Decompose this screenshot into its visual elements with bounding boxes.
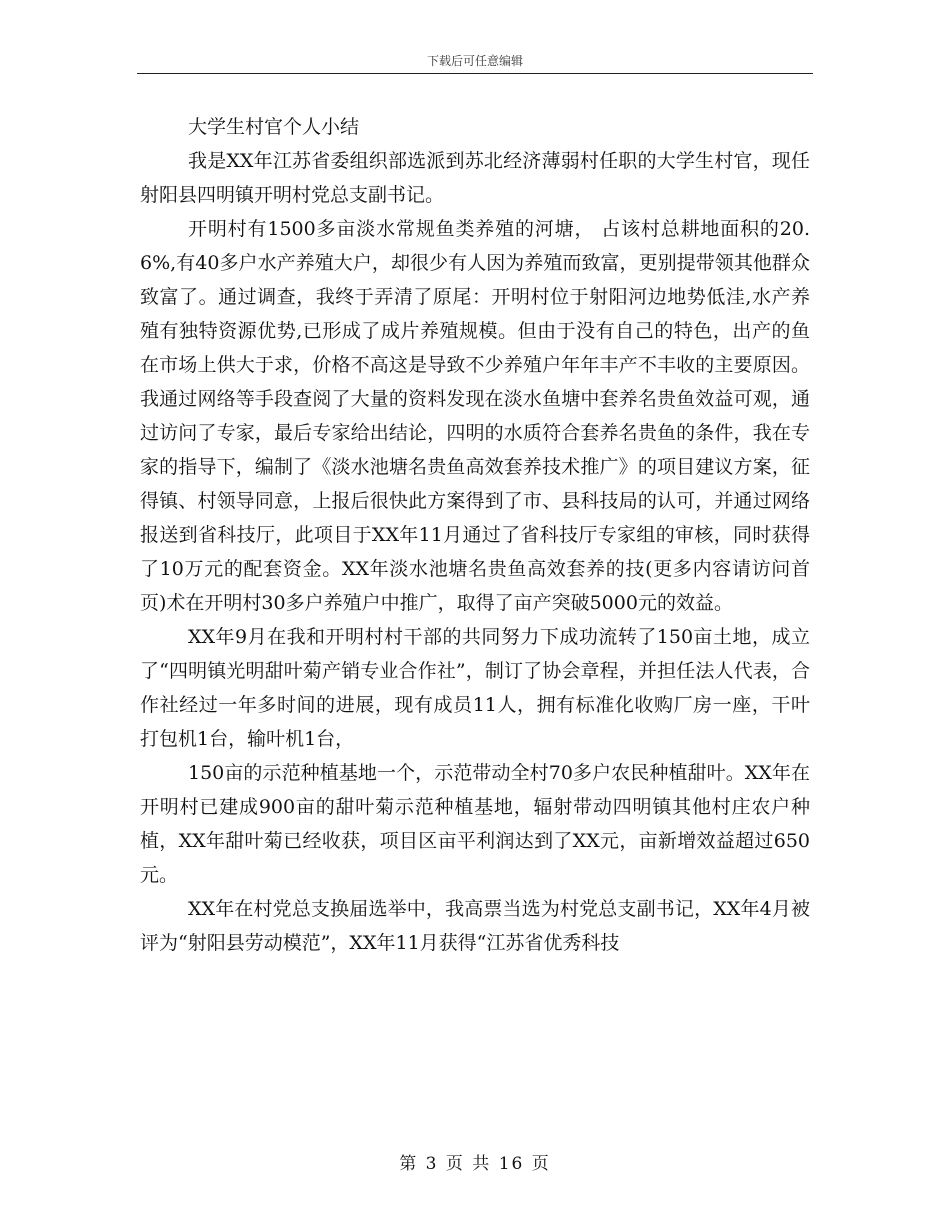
paragraph-3: XX年9月在我和开明村村干部的共同努力下成功流转了150亩土地，成立了“四明镇光明甜叶菊产销专业合作社”，制订了协会章程，并担任法人代表，合作社经过一年多时间的进展，现有成员11人，拥有标准化收购厂房一座，干叶打包机1台，输叶机1台， <box>140 626 810 750</box>
document-title: 大学生村官个人小结 <box>188 116 360 138</box>
page-header: 下载后可任意编辑 <box>426 54 523 68</box>
paragraph-4: 150亩的示范种植基地一个，示范带动全村70多户农民种植甜叶。XX年在开明村已建成900亩的甜叶菊示范种植基地，辐射带动四明镇其他村庄农户种植，XX年甜叶菊已经收获，项目区亩平利润达到了XX元，亩新增效益超过650元。 <box>140 762 810 886</box>
paragraph-1: 我是XX年江苏省委组织部选派到苏北经济薄弱村任职的大学生村官，现任射阳县四明镇开明村党总支副书记。 <box>140 150 810 206</box>
document-body <box>140 110 810 960</box>
paragraph-2: 开明村有1500多亩淡水常规鱼类养殖的河塘， 占该村总耕地面积的20.6%,有40多户水产养殖大户，却很少有人因为养殖而致富，更别提带领其他群众致富了。通过调查，我终于弄清了原尾：开明村位于射阳河边地势低洼,水产养殖有独特资源优势,已形成了成片养殖规模。但由于没有自己的特色，出产的鱼在市场上供大于求，价格不高这是导致不少养殖户年年丰产不丰收的主要原因。我通过网络等手段查阅了大量的资料发现在淡水鱼塘中套养名贵鱼效益可观，通过访问了专家，最后专家给出结论，四明的水质符合套养名贵鱼的条件，我在专家的指导下，编制了《淡水池塘名贵鱼高效套养技术推广》的项目建议方案，征得镇、村领导同意，上报后很快此方案得到了市、县科技局的认可，并通过网络报送到省科技厅，此项目于XX年11月通过了省科技厅专家组的审核，同时获得了10万元的配套资金。XX年淡水池塘名贵鱼高效套养的技(更多内容请访问首页)术在开明村30多户养殖户中推广，取得了亩产突破5000元的效益。 <box>140 218 810 614</box>
header-divider <box>137 73 813 74</box>
page-footer: 第 3 页 共 16 页 <box>399 1154 551 1174</box>
paragraph-5: XX年在村党总支换届选举中，我高票当选为村党总支副书记，XX年4月被评为“射阳县劳动模范”，XX年11月获得“江苏省优秀科技 <box>140 898 810 954</box>
